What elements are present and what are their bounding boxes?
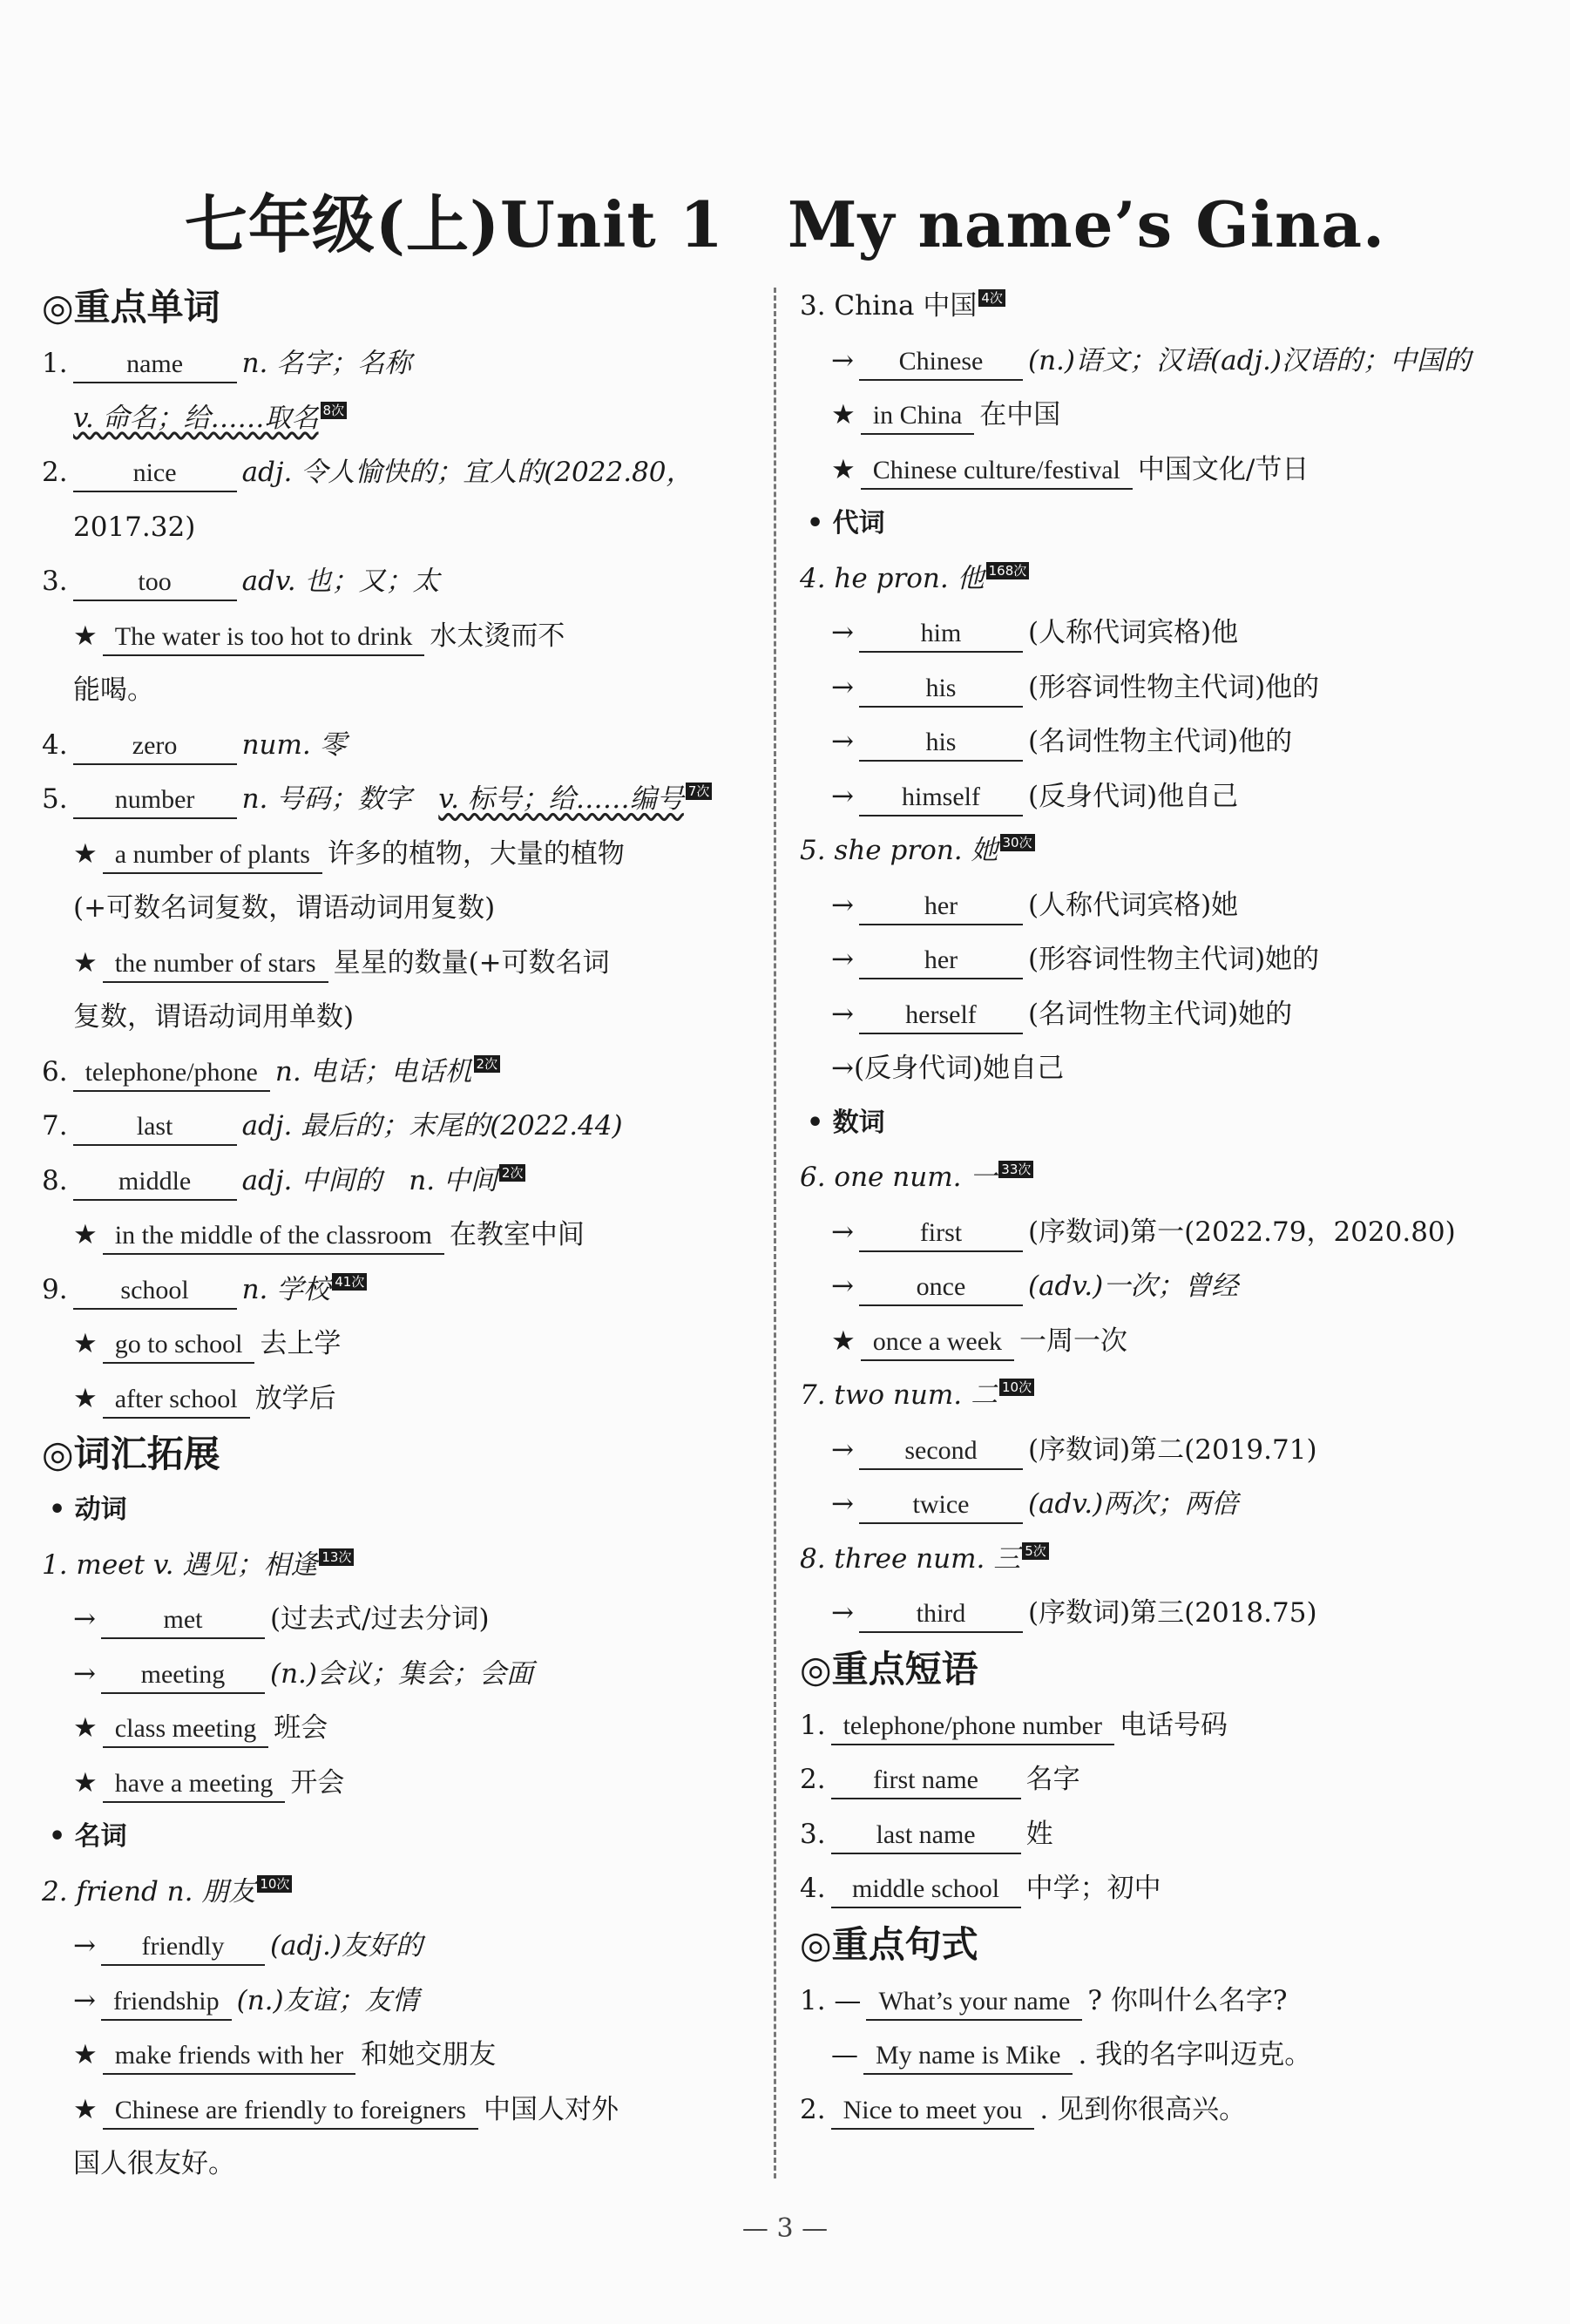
answer-blank: his <box>859 671 1023 708</box>
answer-blank: nice <box>73 456 237 492</box>
arrow-icon: → <box>831 671 854 703</box>
arrow-icon: → <box>831 1488 854 1520</box>
derived-item: → her (人称代词宾格)她 <box>800 878 1532 933</box>
frequency-badge: 30次 <box>1000 834 1035 851</box>
frequency-badge: 4次 <box>978 289 1005 307</box>
star-icon: ★ <box>73 1328 98 1359</box>
word-item: 1. meet v. 遇见；相逢 13次 <box>42 1538 756 1593</box>
subsection-heading: • 代词 <box>807 508 885 539</box>
left-column <box>42 279 756 2192</box>
answer-blank: telephone/phone number <box>831 1709 1114 1745</box>
answer-blank: after school <box>103 1382 250 1419</box>
answer-blank: Nice to meet you <box>831 2093 1035 2130</box>
word-item: 8. three num. 三 5次 <box>800 1532 1532 1587</box>
section-heading: ◎词汇拓展 <box>42 1433 220 1475</box>
word-item: 7. last adj. 最后的；末尾的(2022.44) <box>42 1099 756 1154</box>
answer-blank: Chinese culture/festival <box>861 453 1133 490</box>
sentence-item: — My name is Mike . 我的名字叫迈克。 <box>800 2028 1532 2083</box>
frequency-badge: 10次 <box>257 1875 292 1893</box>
star-icon: ★ <box>73 620 98 652</box>
arrow-icon: → <box>73 1984 96 2016</box>
answer-blank: What’s your name <box>866 1984 1082 2021</box>
example-item: ★ once a week 一周一次 <box>800 1314 1532 1369</box>
frequency-badge: 33次 <box>998 1161 1033 1178</box>
star-icon: ★ <box>831 399 856 430</box>
phrase-item: 2. first name 名字 <box>800 1752 1532 1807</box>
arrow-icon: → <box>831 1433 854 1466</box>
frequency-badge: 8次 <box>321 402 348 419</box>
answer-blank: number <box>73 783 237 819</box>
frequency-badge: 10次 <box>999 1379 1034 1396</box>
answer-blank: last name <box>831 1818 1021 1854</box>
frequency-badge: 5次 <box>1022 1542 1049 1560</box>
derived-item: → once (adv.)一次；曾经 <box>800 1259 1532 1314</box>
answer-blank: herself <box>859 998 1023 1034</box>
example-item: ★ Chinese culture/festival 中国文化/节日 <box>800 443 1532 498</box>
section-heading: ◎重点单词 <box>42 286 220 329</box>
word-item-continued: 2017.32) <box>73 511 196 543</box>
arrow-icon: → <box>73 1603 96 1635</box>
star-icon: ★ <box>831 453 856 485</box>
answer-blank: twice <box>859 1487 1023 1524</box>
example-item: ★ go to school 去上学 <box>42 1317 756 1372</box>
answer-blank: a number of plants <box>103 837 322 874</box>
word-item-continued: v. 命名；给……取名 8次 <box>42 391 756 446</box>
derived-item: → himself (反身代词)他自己 <box>800 769 1532 824</box>
derived-item: → his (形容词性物主代词)他的 <box>800 661 1532 715</box>
word-item: 4. zero num. 零 <box>42 718 756 773</box>
arrow-icon: → <box>831 998 854 1030</box>
word-item: 8. middle adj. 中间的 n. 中间 2次 <box>42 1154 756 1209</box>
derived-item: → Chinese (n.)语文；汉语(adj.)汉语的；中国的 <box>800 334 1532 389</box>
arrow-icon: → <box>73 1657 96 1690</box>
answer-blank: My name is Mike <box>863 2038 1073 2075</box>
derived-item: → her (形容词性物主代词)她的 <box>800 932 1532 987</box>
answer-blank: class meeting <box>103 1711 268 1748</box>
answer-blank: himself <box>859 780 1023 816</box>
derived-item: → third (序数词)第三(2018.75) <box>800 1586 1532 1641</box>
answer-blank: name <box>73 347 237 383</box>
example-item: ★ the number of stars 星星的数量(+可数名词 <box>42 936 756 991</box>
example-item: ★ The water is too hot to drink 水太烫而不 <box>42 609 756 664</box>
sentence-item: 2. Nice to meet you . 见到你很高兴。 <box>800 2083 1532 2138</box>
derived-item: → herself (名词性物主代词)她的 <box>800 987 1532 1042</box>
answer-blank: make friends with her <box>103 2038 355 2075</box>
arrow-icon: → <box>831 944 854 975</box>
answer-blank: school <box>73 1273 237 1310</box>
answer-blank: too <box>73 565 237 601</box>
star-icon: ★ <box>73 1766 98 1799</box>
example-item-continued: 复数，谓语动词用单数) <box>73 1001 355 1033</box>
frequency-badge: 2次 <box>499 1164 526 1182</box>
word-item: 6. telephone/phone n. 电话；电话机 2次 <box>42 1045 756 1100</box>
word-item: 3. too adv. 也；又；太 <box>42 554 756 609</box>
example-item: ★ in the middle of the classroom 在教室中间 <box>42 1208 756 1263</box>
answer-blank: friendly <box>101 1929 265 1966</box>
word-item: 7. two num. 二 10次 <box>800 1368 1532 1423</box>
example-item: ★ after school 放学后 <box>42 1372 756 1426</box>
answer-blank: her <box>859 943 1023 979</box>
frequency-badge: 168次 <box>986 562 1030 579</box>
word-item: 5. number n. 号码；数字 v. 标号；给……编号 7次 <box>42 772 756 827</box>
phrase-item: 1. telephone/phone number 电话号码 <box>800 1698 1532 1753</box>
answer-blank: middle school <box>831 1872 1021 1908</box>
section-heading: ◎重点短语 <box>800 1647 978 1690</box>
answer-blank: second <box>859 1433 1023 1470</box>
example-item: ★ Chinese are friendly to foreigners 中国人对外 <box>42 2083 756 2138</box>
answer-blank: middle <box>73 1164 237 1201</box>
arrow-icon: → <box>831 1216 854 1248</box>
word-item: 4. he pron. 他 168次 <box>800 552 1532 606</box>
derived-item: → his (名词性物主代词)他的 <box>800 715 1532 769</box>
answer-blank: meeting <box>101 1657 265 1694</box>
answer-blank: in the middle of the classroom <box>103 1218 444 1255</box>
phrase-item: 3. last name 姓 <box>800 1807 1532 1862</box>
arrow-icon: → <box>831 344 854 376</box>
answer-blank: The water is too hot to drink <box>103 620 425 656</box>
word-item: 1. name n. 名字；名称 <box>42 336 756 391</box>
page-title: 七年级(上)Unit 1 My name’s Gina. <box>184 187 1386 261</box>
answer-blank: the number of stars <box>103 946 328 983</box>
arrow-icon: → <box>73 1930 96 1962</box>
example-item-continued: (+可数名词复数，谓语动词用复数) <box>73 892 496 924</box>
answer-blank: Chinese are friendly to foreigners <box>103 2093 478 2130</box>
answer-blank: once <box>859 1270 1023 1306</box>
frequency-badge: 13次 <box>319 1548 354 1566</box>
example-item: ★ make friends with her 和她交朋友 <box>42 2028 756 2083</box>
sentence-item: 1. — What’s your name ? 你叫什么名字? <box>800 1974 1532 2029</box>
arrow-icon: → <box>831 726 854 757</box>
section-heading: ◎重点句式 <box>800 1922 978 1966</box>
arrow-icon: → <box>831 889 854 921</box>
derived-item: → meeting (n.)会议；集会；会面 <box>42 1647 756 1702</box>
frequency-badge: 41次 <box>332 1273 367 1291</box>
frequency-badge: 2次 <box>474 1055 501 1073</box>
derived-item: →(反身代词)她自己 <box>831 1053 1065 1084</box>
answer-blank: have a meeting <box>103 1766 286 1803</box>
answer-blank: her <box>859 889 1023 925</box>
arrow-icon: → <box>831 1597 854 1629</box>
derived-item: → met (过去式/过去分词) <box>42 1592 756 1647</box>
star-icon: ★ <box>73 1219 98 1250</box>
answer-blank: first <box>859 1216 1023 1252</box>
page-number: — 3 — <box>741 2213 829 2244</box>
star-icon: ★ <box>73 946 98 979</box>
word-item: 3. China 中国 4次 <box>800 279 1532 334</box>
word-item: 9. school n. 学校 41次 <box>42 1263 756 1318</box>
answer-blank: once a week <box>861 1325 1014 1361</box>
answer-blank: friendship <box>101 1984 232 2021</box>
star-icon: ★ <box>73 1712 98 1744</box>
arrow-icon: → <box>831 780 854 812</box>
right-column <box>800 279 1532 2137</box>
phrase-item: 4. middle school 中学；初中 <box>800 1861 1532 1916</box>
example-item: ★ in China 在中国 <box>800 388 1532 443</box>
word-item: 2. nice adj. 令人愉快的；宜人的(2022.80， <box>42 445 756 500</box>
star-icon: ★ <box>73 837 98 870</box>
word-item: 6. one num. 一 33次 <box>800 1150 1532 1205</box>
example-item-continued: 国人很友好。 <box>73 2148 235 2179</box>
column-divider <box>774 288 776 2178</box>
answer-blank: third <box>859 1596 1023 1633</box>
derived-item: → twice (adv.)两次；两倍 <box>800 1477 1532 1532</box>
subsection-heading: • 名词 <box>49 1821 127 1852</box>
example-item: ★ a number of plants 许多的植物，大量的植物 <box>42 827 756 882</box>
answer-blank: his <box>859 725 1023 762</box>
arrow-icon: → <box>831 617 854 648</box>
derived-item: → first (序数词)第一(2022.79，2020.80) <box>800 1205 1532 1260</box>
derived-item: → him (人称代词宾格)他 <box>800 606 1532 661</box>
answer-blank: go to school <box>103 1327 255 1364</box>
answer-blank: in China <box>861 398 975 435</box>
derived-item: → second (序数词)第二(2019.71) <box>800 1423 1532 1478</box>
frequency-badge: 7次 <box>686 783 713 800</box>
subsection-heading: • 动词 <box>49 1494 127 1525</box>
star-icon: ★ <box>73 2093 98 2125</box>
word-item: 5. she pron. 她 30次 <box>800 823 1532 878</box>
answer-blank: first name <box>831 1763 1021 1799</box>
answer-blank: met <box>101 1602 265 1639</box>
answer-blank: telephone/phone <box>73 1055 270 1092</box>
answer-blank: Chinese <box>859 344 1023 381</box>
answer-blank: him <box>859 616 1023 653</box>
star-icon: ★ <box>73 2039 98 2070</box>
derived-item: → friendly (adj.)友好的 <box>42 1919 756 1974</box>
example-item: ★ class meeting 班会 <box>42 1701 756 1756</box>
example-item-continued: 能喝。 <box>73 674 154 706</box>
word-item: 2. friend n. 朋友 10次 <box>42 1865 756 1920</box>
star-icon: ★ <box>831 1325 856 1357</box>
derived-item: → friendship (n.)友谊；友情 <box>42 1974 756 2029</box>
star-icon: ★ <box>73 1382 98 1414</box>
answer-blank: zero <box>73 728 237 765</box>
subsection-heading: • 数词 <box>807 1107 885 1138</box>
answer-blank: last <box>73 1109 237 1146</box>
example-item: ★ have a meeting 开会 <box>42 1756 756 1811</box>
arrow-icon: → <box>831 1270 854 1302</box>
